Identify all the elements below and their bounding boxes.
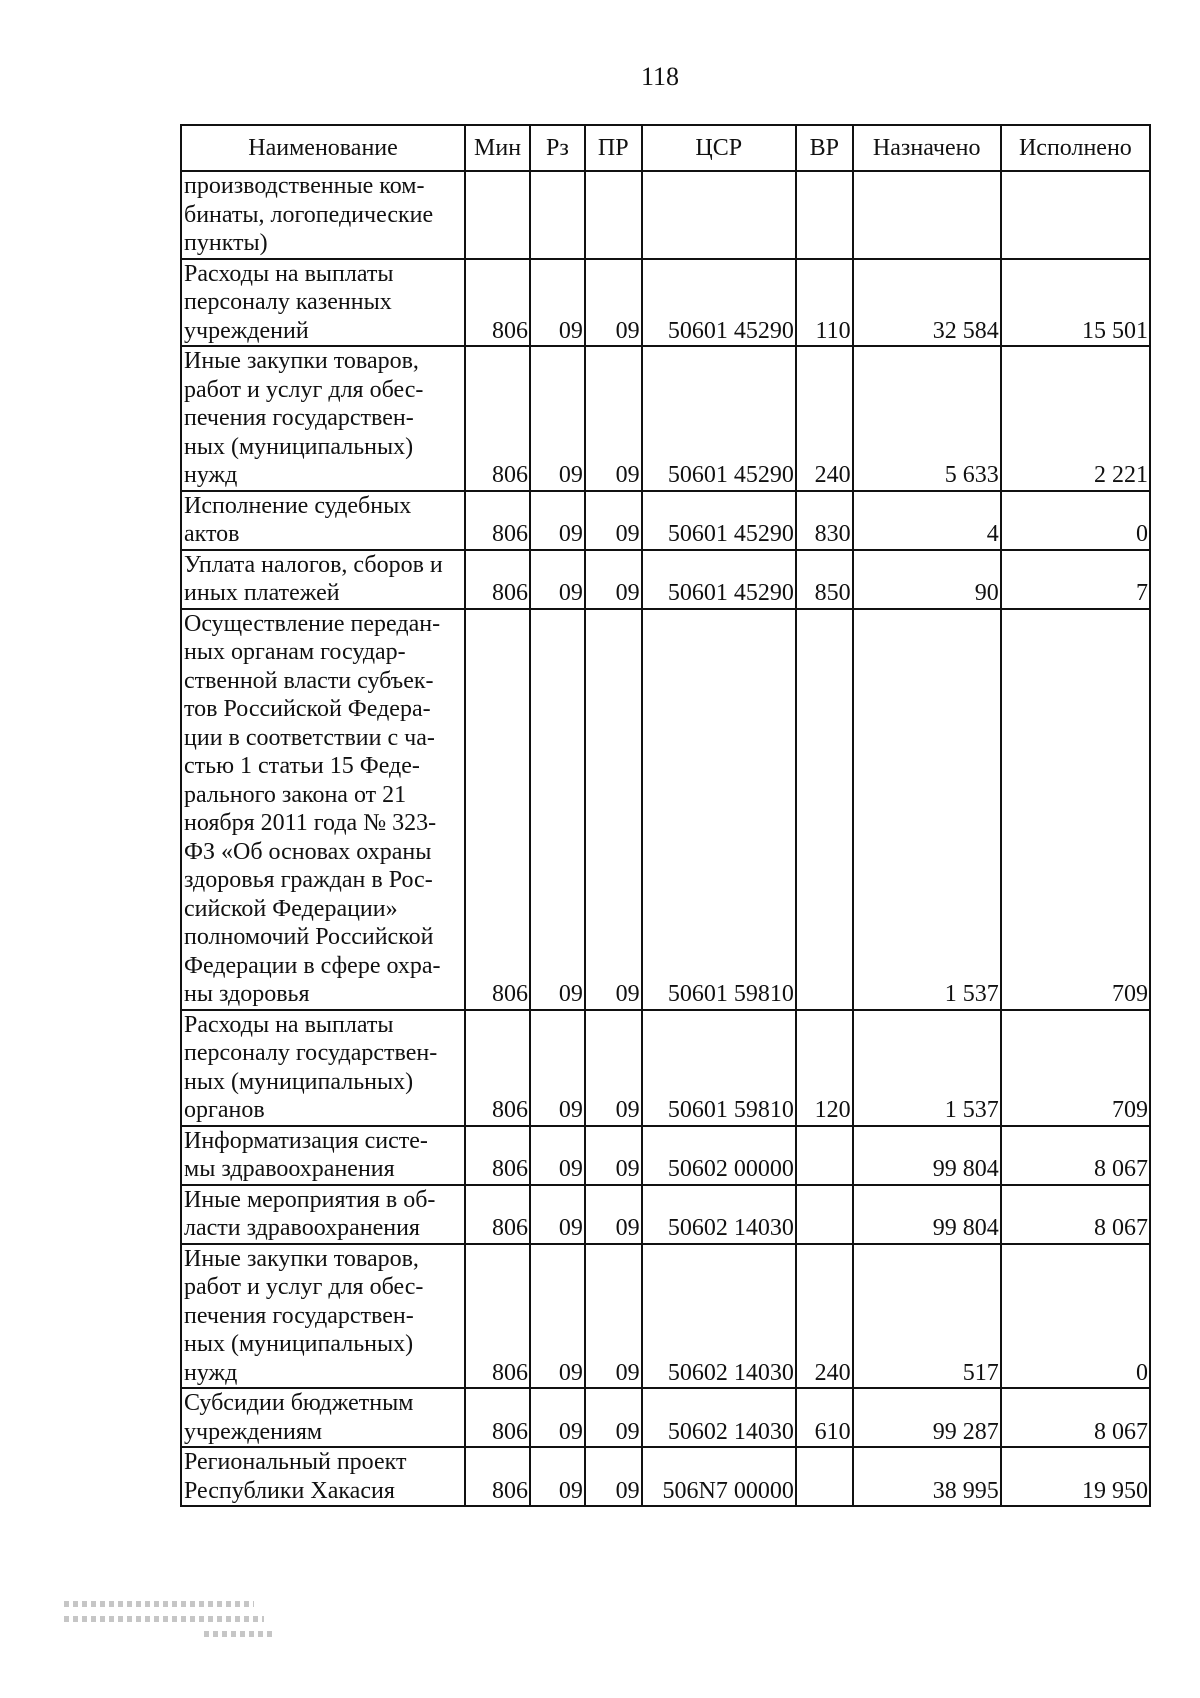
cell-rz: 09 <box>530 1185 585 1244</box>
header-min: Мин <box>465 125 530 171</box>
name-line: стью 1 статьи 15 Феде- <box>184 753 420 779</box>
cell-vr <box>796 1185 853 1244</box>
cell-min: 806 <box>465 1388 530 1447</box>
cell-min: 806 <box>465 1126 530 1185</box>
cell-min: 806 <box>465 1185 530 1244</box>
name-line: ласти здравоохранения <box>184 1215 420 1241</box>
cell-vr <box>796 171 853 259</box>
name-line: рального закона от 21 <box>184 781 407 808</box>
name-line: иных платежей <box>184 580 340 606</box>
name-line: полномочий Российской <box>184 924 434 950</box>
cell-name <box>181 171 465 259</box>
name-line: Исполнение судебных <box>184 492 412 519</box>
cell-name <box>181 1010 465 1126</box>
cell-name <box>181 491 465 550</box>
name-line: Федерации в сфере охра- <box>184 952 441 979</box>
cell-executed: 7 <box>1001 550 1150 609</box>
cell-vr: 830 <box>796 491 853 550</box>
cell-min: 806 <box>465 550 530 609</box>
header-executed: Исполнено <box>1001 125 1150 171</box>
cell-csr: 50601 59810 <box>642 1010 796 1126</box>
cell-rz <box>530 171 585 259</box>
name-line: Региональный проект <box>184 1449 407 1475</box>
cell-assigned: 99 804 <box>853 1185 1001 1244</box>
table-header-row <box>181 125 1150 171</box>
name-line: работ и услуг для обес- <box>184 1274 424 1300</box>
cell-rz: 09 <box>530 1010 585 1126</box>
cell-rz: 09 <box>530 491 585 550</box>
cell-executed: 8 067 <box>1001 1388 1150 1447</box>
table-row <box>181 609 1150 1010</box>
name-line: Иные закупки товаров, <box>184 1245 419 1272</box>
faded-stamp <box>64 1592 282 1656</box>
cell-pr: 09 <box>585 1126 642 1185</box>
header-name: Наименование <box>181 125 465 171</box>
cell-rz: 09 <box>530 259 585 347</box>
cell-pr: 09 <box>585 259 642 347</box>
cell-vr <box>796 609 853 1010</box>
cell-csr: 50601 45290 <box>642 491 796 550</box>
cell-vr <box>796 1126 853 1185</box>
table-row <box>181 1447 1150 1506</box>
cell-executed: 8 067 <box>1001 1185 1150 1244</box>
cell-vr: 850 <box>796 550 853 609</box>
cell-assigned: 1 537 <box>853 609 1001 1010</box>
name-line: ных (муниципальных) <box>184 1331 414 1357</box>
name-line: Субсидии бюджетным <box>184 1390 414 1416</box>
cell-name <box>181 1126 465 1185</box>
table-row <box>181 171 1150 259</box>
cell-min: 806 <box>465 609 530 1010</box>
name-line: пункты) <box>184 230 268 256</box>
cell-name <box>181 259 465 347</box>
cell-pr: 09 <box>585 1388 642 1447</box>
cell-name <box>181 1388 465 1447</box>
cell-csr <box>642 171 796 259</box>
name-line: Информатизация систе- <box>184 1127 428 1154</box>
cell-assigned: 4 <box>853 491 1001 550</box>
name-line: ственной власти субъек- <box>184 667 434 694</box>
name-line: ции в соответствии с ча- <box>184 724 435 751</box>
cell-rz: 09 <box>530 1126 585 1185</box>
cell-csr: 50602 14030 <box>642 1388 796 1447</box>
cell-pr: 09 <box>585 550 642 609</box>
cell-min: 806 <box>465 1244 530 1389</box>
page-number: 118 <box>640 62 680 91</box>
cell-min: 806 <box>465 259 530 347</box>
name-line: Республики Хакасия <box>184 1477 395 1504</box>
cell-vr <box>796 1447 853 1506</box>
cell-executed: 2 221 <box>1001 346 1150 491</box>
cell-assigned: 99 287 <box>853 1388 1001 1447</box>
name-line: персоналу казенных <box>184 289 392 315</box>
cell-executed: 0 <box>1001 1244 1150 1389</box>
cell-pr: 09 <box>585 1447 642 1506</box>
cell-min: 806 <box>465 1447 530 1506</box>
cell-min: 806 <box>465 346 530 491</box>
cell-min: 806 <box>465 1010 530 1126</box>
cell-csr: 50601 45290 <box>642 346 796 491</box>
cell-executed: 709 <box>1001 1010 1150 1126</box>
cell-executed <box>1001 171 1150 259</box>
cell-csr: 50602 14030 <box>642 1244 796 1389</box>
name-line: Расходы на выплаты <box>184 260 394 287</box>
name-line: ноября 2011 года № 323- <box>184 810 437 836</box>
cell-csr: 50601 45290 <box>642 550 796 609</box>
name-line: Иные мероприятия в об- <box>184 1186 436 1213</box>
cell-executed: 709 <box>1001 609 1150 1010</box>
cell-rz: 09 <box>530 609 585 1010</box>
name-line: учреждениям <box>184 1418 323 1445</box>
cell-pr: 09 <box>585 346 642 491</box>
cell-rz: 09 <box>530 550 585 609</box>
name-line: работ и услуг для обес- <box>184 376 424 403</box>
header-rz: Рз <box>530 125 585 171</box>
cell-min <box>465 171 530 259</box>
name-line: ных органам государ- <box>184 639 406 665</box>
name-line: Расходы на выплаты <box>184 1011 394 1038</box>
cell-vr: 120 <box>796 1010 853 1126</box>
cell-csr: 50601 45290 <box>642 259 796 347</box>
table-row <box>181 550 1150 609</box>
table-row <box>181 1010 1150 1126</box>
header-pr: ПР <box>585 125 642 171</box>
cell-pr: 09 <box>585 1185 642 1244</box>
cell-name <box>181 1185 465 1244</box>
cell-assigned: 1 537 <box>853 1010 1001 1126</box>
name-line: учреждений <box>184 317 309 344</box>
cell-vr: 610 <box>796 1388 853 1447</box>
name-line: персоналу государствен- <box>184 1040 438 1066</box>
header-assigned: Назначено <box>853 125 1001 171</box>
name-line: здоровья граждан в Рос- <box>184 867 433 893</box>
cell-executed: 19 950 <box>1001 1447 1150 1506</box>
cell-pr: 09 <box>585 491 642 550</box>
cell-assigned: 517 <box>853 1244 1001 1389</box>
cell-name <box>181 550 465 609</box>
cell-rz: 09 <box>530 1388 585 1447</box>
name-line: печения государствен- <box>184 1302 414 1329</box>
cell-assigned <box>853 171 1001 259</box>
cell-pr: 09 <box>585 1244 642 1389</box>
table-row <box>181 259 1150 347</box>
header-csr: ЦСР <box>642 125 796 171</box>
cell-pr: 09 <box>585 1010 642 1126</box>
name-line: ны здоровья <box>184 981 310 1007</box>
table-row <box>181 1185 1150 1244</box>
cell-name <box>181 609 465 1010</box>
cell-assigned: 90 <box>853 550 1001 609</box>
table-row <box>181 1244 1150 1389</box>
name-line: нужд <box>184 462 238 488</box>
cell-pr <box>585 171 642 259</box>
cell-executed: 15 501 <box>1001 259 1150 347</box>
cell-pr: 09 <box>585 609 642 1010</box>
cell-assigned: 99 804 <box>853 1126 1001 1185</box>
table-row <box>181 1388 1150 1447</box>
name-line: печения государствен- <box>184 405 414 431</box>
cell-rz: 09 <box>530 346 585 491</box>
cell-name <box>181 346 465 491</box>
cell-vr: 110 <box>796 259 853 347</box>
name-line: ФЗ «Об основах охраны <box>184 838 432 865</box>
cell-csr: 50602 00000 <box>642 1126 796 1185</box>
name-line: Уплата налогов, сборов и <box>184 551 443 578</box>
budget-table <box>180 124 1151 1507</box>
name-line: бинаты, логопедические <box>184 201 434 228</box>
table-row <box>181 1126 1150 1185</box>
cell-csr: 50601 59810 <box>642 609 796 1010</box>
table-row <box>181 346 1150 491</box>
name-line: нужд <box>184 1359 238 1386</box>
cell-assigned: 32 584 <box>853 259 1001 347</box>
cell-name <box>181 1447 465 1506</box>
name-line: тов Российской Федера- <box>184 696 431 722</box>
header-vr: ВР <box>796 125 853 171</box>
cell-rz: 09 <box>530 1244 585 1389</box>
name-line: мы здравоохранения <box>184 1156 395 1182</box>
table-body <box>181 171 1150 1506</box>
name-line: Осуществление передан- <box>184 610 441 637</box>
cell-executed: 0 <box>1001 491 1150 550</box>
cell-csr: 50602 14030 <box>642 1185 796 1244</box>
cell-csr: 506N7 00000 <box>642 1447 796 1506</box>
name-line: актов <box>184 521 240 547</box>
cell-vr: 240 <box>796 346 853 491</box>
name-line: ных (муниципальных) <box>184 433 414 460</box>
cell-assigned: 5 633 <box>853 346 1001 491</box>
cell-min: 806 <box>465 491 530 550</box>
cell-rz: 09 <box>530 1447 585 1506</box>
name-line: Иные закупки товаров, <box>184 348 419 374</box>
name-line: органов <box>184 1097 265 1123</box>
cell-name <box>181 1244 465 1389</box>
name-line: сийской Федерации» <box>184 895 398 922</box>
cell-executed: 8 067 <box>1001 1126 1150 1185</box>
cell-assigned: 38 995 <box>853 1447 1001 1506</box>
name-line: производственные ком- <box>184 173 425 199</box>
table-row <box>181 491 1150 550</box>
cell-vr: 240 <box>796 1244 853 1389</box>
name-line: ных (муниципальных) <box>184 1068 414 1095</box>
